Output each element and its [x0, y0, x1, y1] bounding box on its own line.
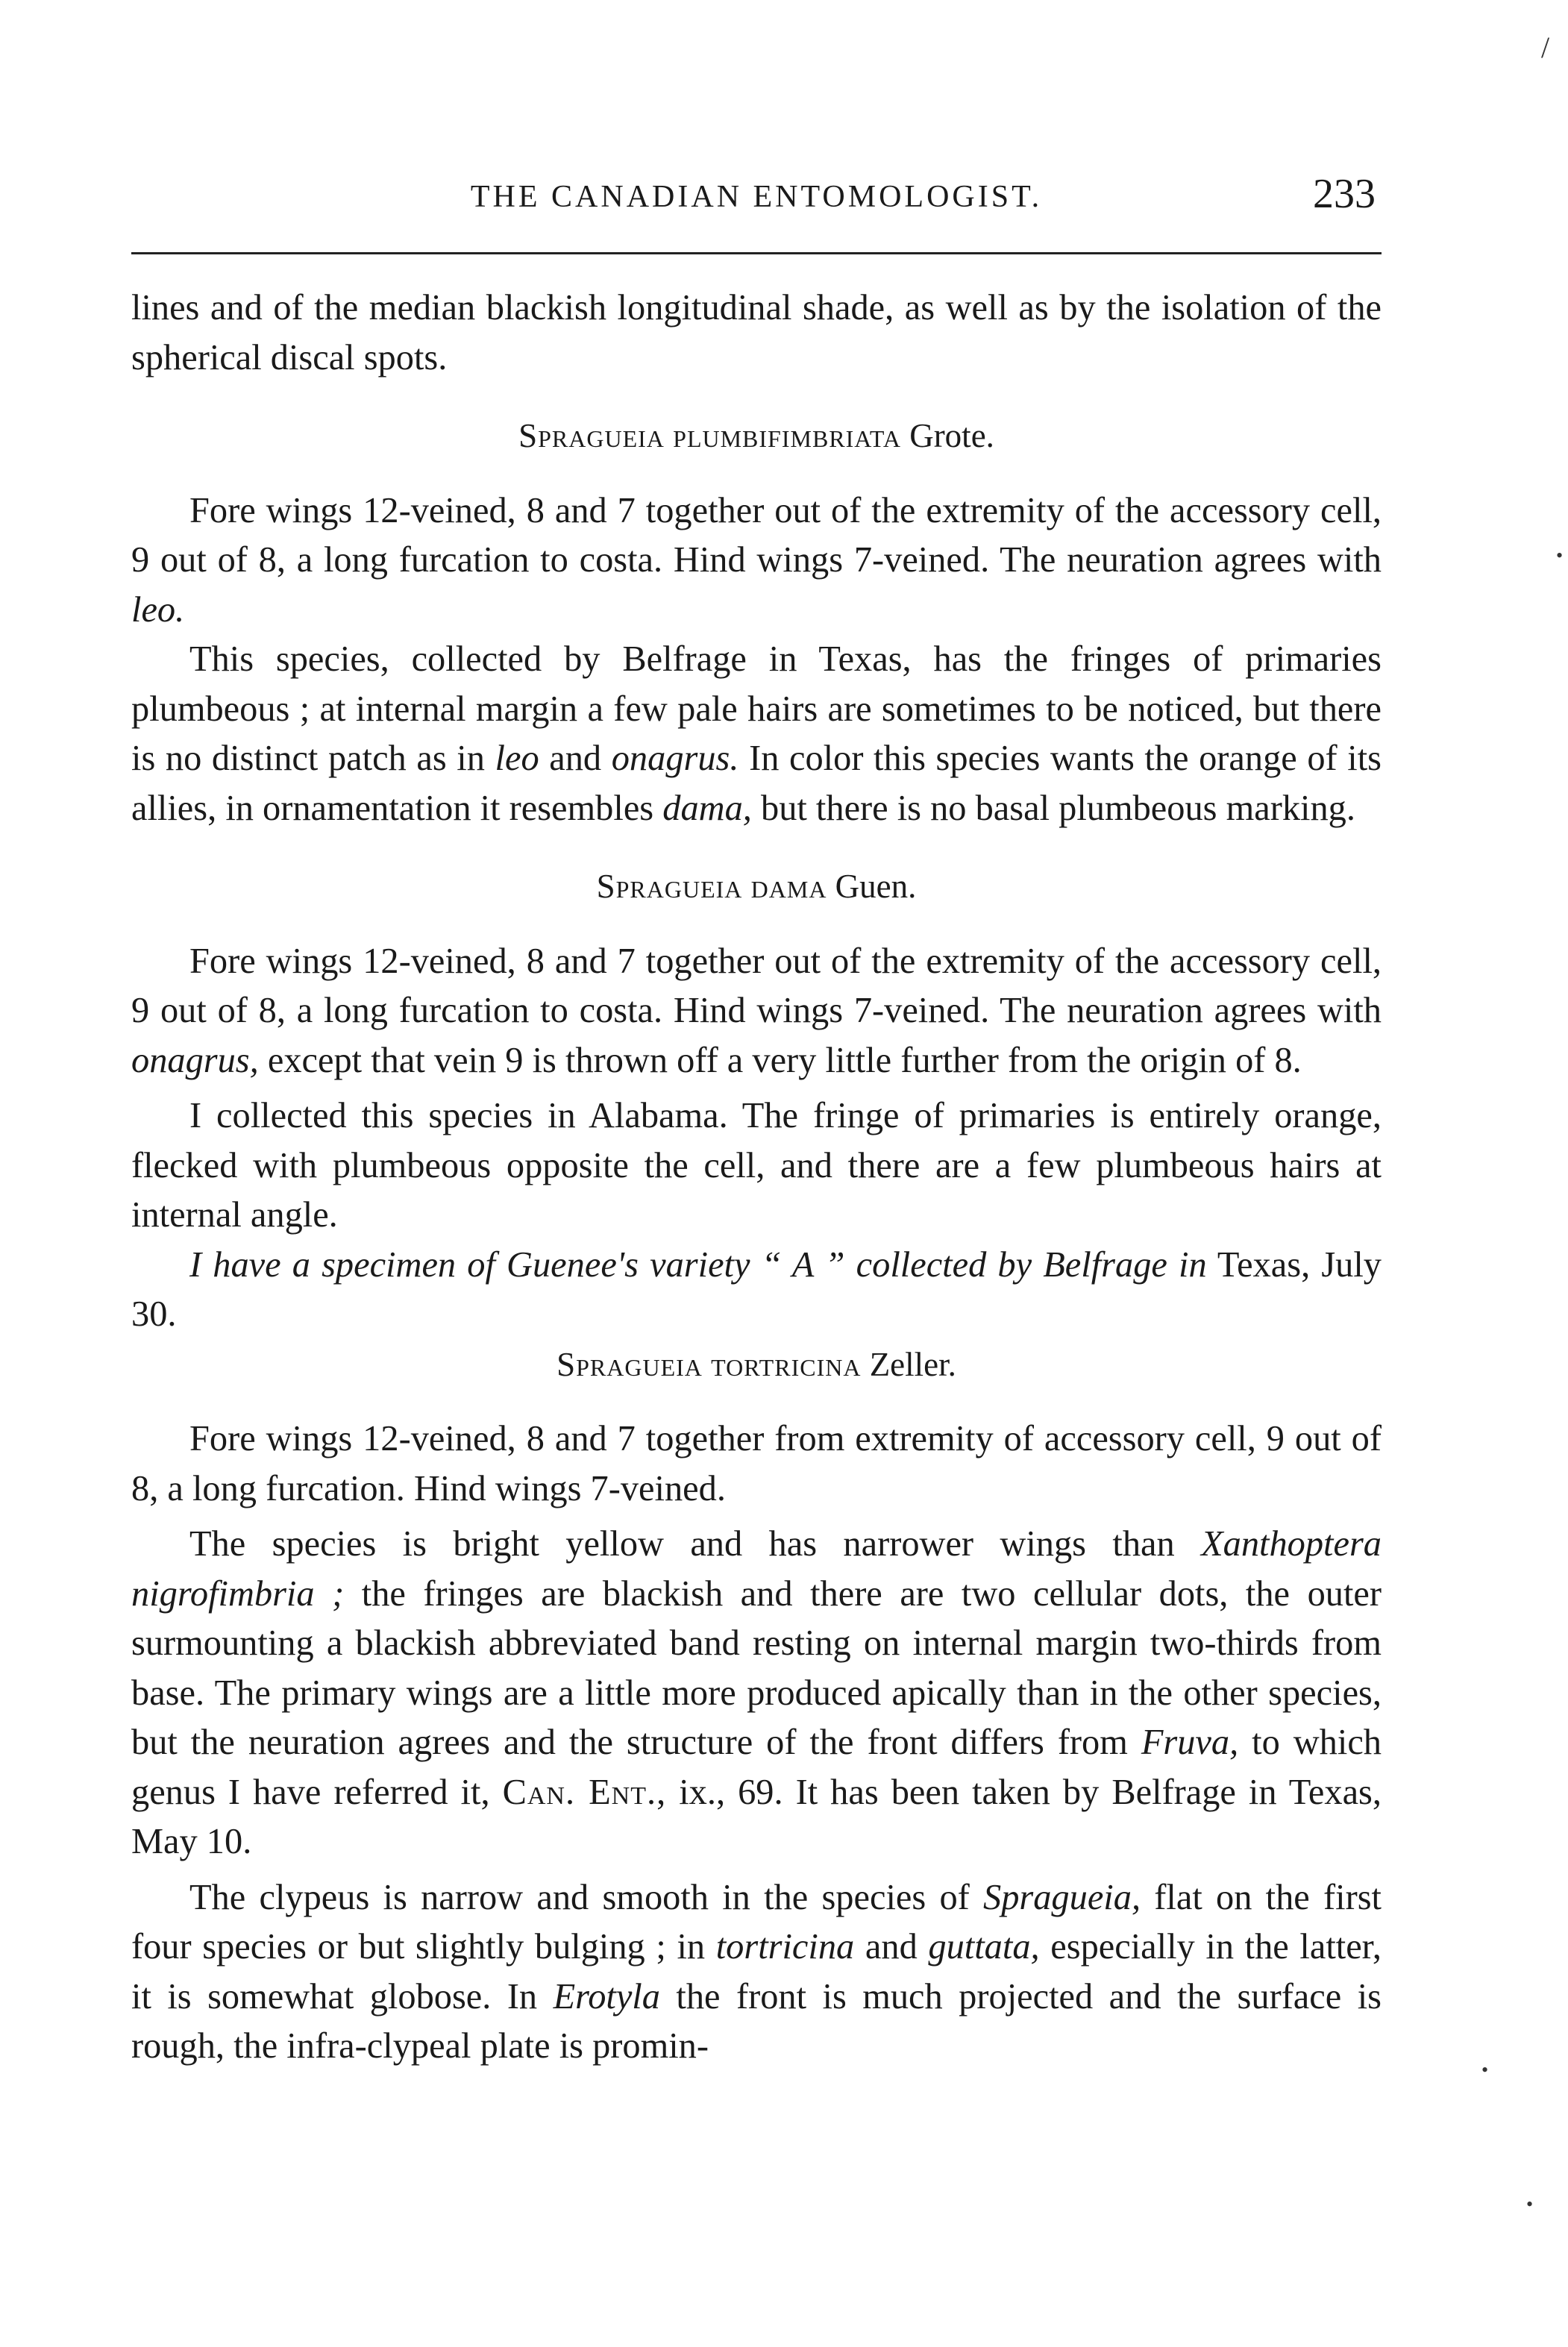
small-caps-run: Can. Ent.,: [502, 1772, 667, 1812]
paragraph: [131, 1520, 1382, 1867]
paragraph: [131, 1241, 1382, 1340]
paragraph: I collected this species in Alabama. The fringe of primaries is entirely orange, flecked with plumbeous opposite the cell, and there are a few plumbeous hairs at internal angle.: [131, 1096, 1382, 1235]
heading-genus: Spragueia: [596, 868, 743, 905]
italic-run: I have a specimen of Guenee's variety “ A ” collected by Belfrage in: [189, 1244, 1207, 1285]
page-number: 233: [1313, 171, 1376, 217]
heading-species: tortricina: [711, 1345, 862, 1383]
spacer: [131, 461, 1382, 486]
italic-run: Xanthoptera nigrofimbria ;: [131, 1524, 1382, 1614]
italic-run: onagrus.: [611, 739, 739, 778]
text-run: and: [549, 739, 602, 778]
section-heading-dama: [131, 862, 1382, 912]
text-run: but there is no basal plumbeous marking.: [761, 788, 1355, 828]
text-run: Texas, July 30.: [131, 1244, 1382, 1334]
italic-run: Fruva,: [1141, 1723, 1239, 1762]
text-run: Fore wings 12-veined, 8 and 7 together out of the extremity of the accessory cell, 9 out of 8, a long furcation to costa. Hind wings 7-veined. The neuration agrees with: [131, 941, 1382, 1030]
scan-speck: •: [1526, 2193, 1534, 2215]
text-run: the front is much projected and the surface is rough, the infra-clypeal plate is promin-: [131, 1976, 1382, 2066]
text-run: except that vein 9 is thrown off a very little further from the origin of 8.: [267, 1040, 1302, 1080]
italic-run: leo.: [131, 589, 185, 630]
text-run: to which genus I have referred it,: [131, 1723, 1382, 1812]
paragraph: [131, 1873, 1382, 2072]
paragraph: [131, 937, 1382, 1086]
heading-genus: Spragueia: [556, 1345, 703, 1383]
text-run: the fringes are blackish and there are two cellular dots, the outer surmounting a blackish abbreviated band resting on internal margin two-thirds from base. The primary wings are a little more produced apically than in the other species, but the neuration agrees and the structure of the front differs from: [131, 1573, 1382, 1762]
italic-run: tortricina: [715, 1927, 855, 1967]
italic-run: Erotyla: [553, 1976, 660, 2017]
header-rule: [131, 252, 1382, 254]
text-run: This species, collected by Belfrage in Texas, has the fringes of primaries plumbeous ; at internal margin a few pale hairs are sometimes to be noticed, but there is no distinct patch as in: [131, 639, 1382, 778]
paragraph: [131, 635, 1382, 833]
text-run: flat on the first four species or but slightly bulging ; in: [131, 1877, 1382, 1967]
scan-speck: •: [1481, 2059, 1489, 2081]
spacer: [131, 1514, 1382, 1520]
heading-author: Grote.: [909, 417, 994, 454]
text-run: ix., 69. It has been taken by Belfrage in Texas, May 10.: [131, 1772, 1382, 1861]
spacer: [131, 1389, 1382, 1414]
intro-paragraph: lines and of the median blackish longitudinal shade, as well as by the isolation of the spherical discal spots.: [131, 288, 1382, 377]
italic-run: Spragueia,: [983, 1877, 1141, 1917]
scan-speck: /: [1541, 31, 1550, 64]
heading-genus: Spragueia: [518, 417, 665, 454]
italic-run: leo: [495, 739, 539, 778]
text-run: The species is bright yellow and has narrower wings than: [189, 1524, 1175, 1564]
italic-run: guttata,: [928, 1927, 1040, 1967]
heading-species: plumbifimbriata: [673, 417, 901, 454]
text-run: In color this species wants the orange of its allies, in ornamentation it resembles: [131, 739, 1382, 828]
spacer: [131, 1867, 1382, 1873]
text-run: The clypeus is narrow and smooth in the species of: [189, 1877, 970, 1917]
section-heading-plumbifimbriata: [131, 411, 1382, 461]
spacer: [131, 912, 1382, 937]
body-text: [131, 283, 1382, 2072]
italic-run: onagrus,: [131, 1040, 259, 1080]
heading-species: dama: [750, 868, 827, 905]
section-heading-tortricina: [131, 1340, 1382, 1390]
paragraph: [131, 486, 1382, 636]
spacer: [131, 1085, 1382, 1091]
text-run: Fore wings 12-veined, 8 and 7 together out of the extremity of the accessory cell, 9 out of 8, a long furcation to costa. Hind wings 7-veined. The neuration agrees with: [131, 490, 1382, 580]
running-title: THE CANADIAN ENTOMOLOGIST.: [470, 180, 1043, 214]
page-header: [131, 170, 1382, 230]
text-run: and: [865, 1927, 918, 1967]
text-run: especially in the latter, it is somewhat globose. In: [131, 1927, 1382, 2017]
paragraph: Fore wings 12-veined, 8 and 7 together from extremity of accessory cell, 9 out of 8, a long furcation. Hind wings 7-veined.: [131, 1419, 1382, 1508]
heading-author: Zeller.: [869, 1345, 956, 1383]
heading-author: Guen.: [835, 868, 917, 905]
italic-run: dama,: [662, 788, 752, 828]
scan-speck: •: [1556, 545, 1564, 566]
